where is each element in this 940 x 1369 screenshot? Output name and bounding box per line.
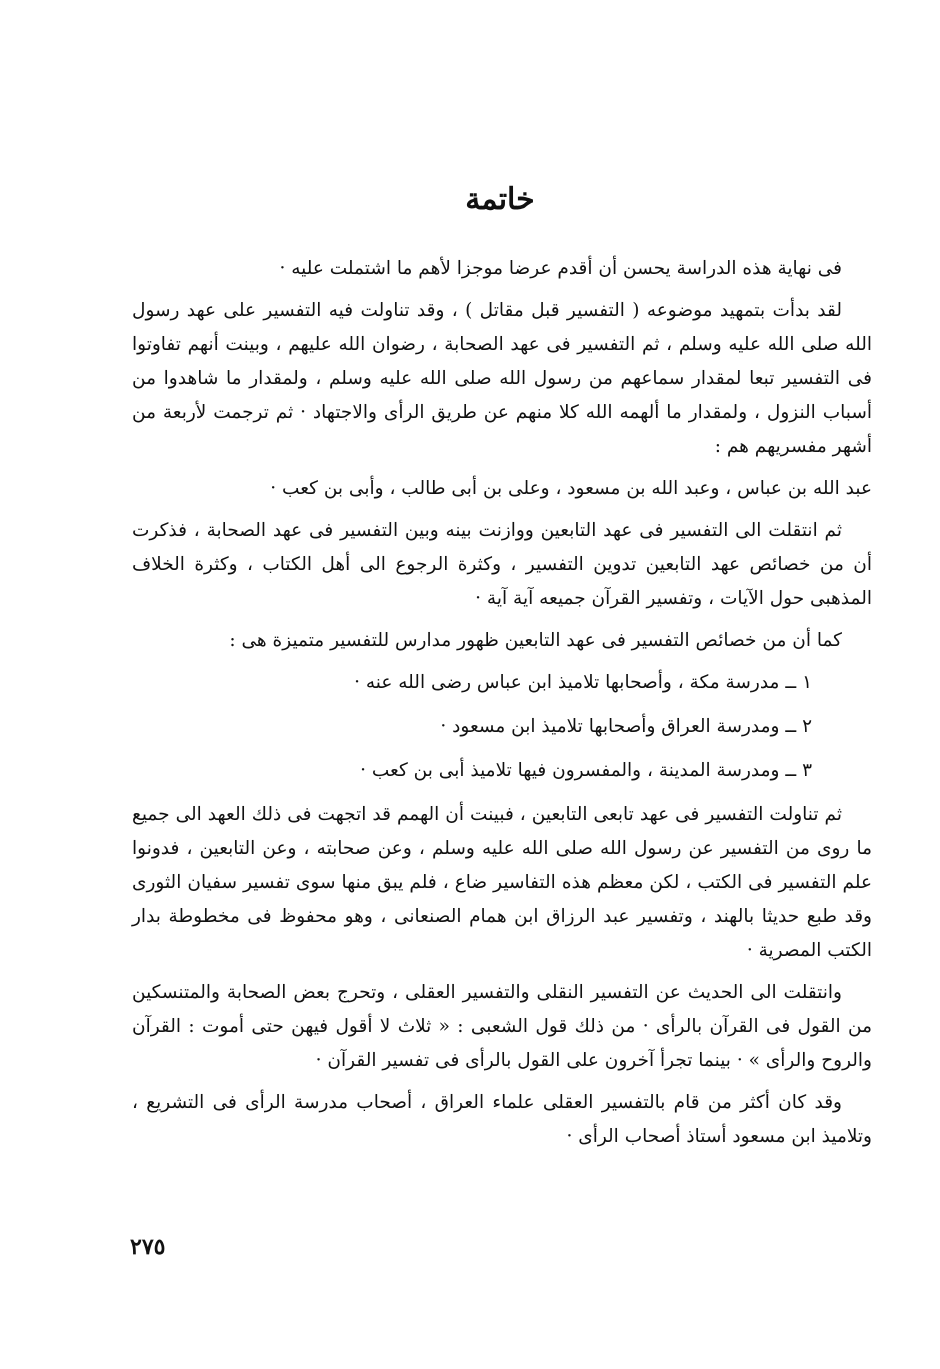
- paragraph-successors: ثم انتقلت الى التفسير فى عهد التابعين ووازنت بينه وبين التفسير فى عهد الصحابة ، فذكرت أن من خصائص عهد التابعين تدوين التفسير ، وكثرة الرجوع الى أهل الكتاب ، وكثرة الخلاف المذهبى حول الآيات ، وتفسير القرآن جميعه آية آية ·: [132, 520, 872, 609]
- page-number: ٢٧٥: [130, 1234, 166, 1260]
- paragraph-iraq-school: وقد كان أكثر من قام بالتفسير العقلى علماء العراق ، أصحاب مدرسة الرأى فى التشريع ، وتلاميذ ابن مسعود أستاذ أصحاب الرأى ·: [132, 1092, 872, 1147]
- list-item: ٣ ــ ومدرسة المدينة ، والمفسرون فيها تلاميذ أبى بن كعب ·: [360, 760, 812, 781]
- paragraph-tafsir-types: وانتقلت الى الحديث عن التفسير النقلى والتفسير العقلى ، وتحرج بعض الصحابة والمتنسكين من القول فى القرآن بالرأى · من ذلك قول الشعبى : « ثلاث لا أقول فيهن حتى أموت : القرآن والروح والرأى » · بينما تجرأ آخرون على القول بالرأى فى تفسير القرآن ·: [132, 982, 872, 1071]
- paragraph-intro: فى نهاية هذه الدراسة يحسن أن أقدم عرضا موجزا لأهم ما اشتملت عليه ·: [279, 258, 842, 279]
- paragraph-preface: لقد بدأت بتمهيد موضوعه ( التفسير قبل مقاتل ) ، وقد تناولت فيه التفسير على عهد رسول الله صلى الله عليه وسلم ، ثم التفسير فى عهد الصحابة ، رضوان الله عليهم ، وبينت أنهم تفاوتوا فى التفسير تبعا لمقدار سماعهم من رسول الله صلى الله عليه وسلم ، ولمقدار ما شاهدوا من أسباب النزول ، ولمقدار ما ألهمه الله كلا منهم عن طريق الرأى والاجتهاد · ثم ترجمت لأربعة من أشهر مفسريهم هم :: [132, 300, 872, 457]
- body-text: [132, 252, 872, 1162]
- list-item: ٢ ــ ومدرسة العراق وأصحابها تلاميذ ابن مسعود ·: [440, 716, 812, 737]
- paragraph-followers-of-successors: ثم تناولت التفسير فى عهد تابعى التابعين ، فبينت أن الهمم قد اتجهت فى ذلك العهد الى جميع ما روى من التفسير عن رسول الله صلى الله عليه وسلم ، وعن صحابته ، وعن التابعين ، فدونوا علم التفسير فى الكتب ، لكن معظم هذه التفاسير ضاع ، فلم يبق منها سوى تفسير سفيان الثورى وقد طبع حديثا بالهند ، وتفسير عبد الرزاق ابن همام الصنعانى ، وهو محفوظ فى مخطوطة بدار الكتب المصرية ·: [132, 804, 872, 961]
- paragraph-companions: عبد الله بن عباس ، وعبد الله بن مسعود ، وعلى بن أبى طالب ، وأبى بن كعب ·: [270, 478, 872, 499]
- list-item: ١ ــ مدرسة مكة ، وأصحابها تلاميذ ابن عباس رضى الله عنه ·: [354, 672, 812, 693]
- page-title: خاتمة: [465, 182, 535, 217]
- paragraph-schools: كما أن من خصائص التفسير فى عهد التابعين ظهور مدارس للتفسير متميزة هى :: [229, 630, 842, 651]
